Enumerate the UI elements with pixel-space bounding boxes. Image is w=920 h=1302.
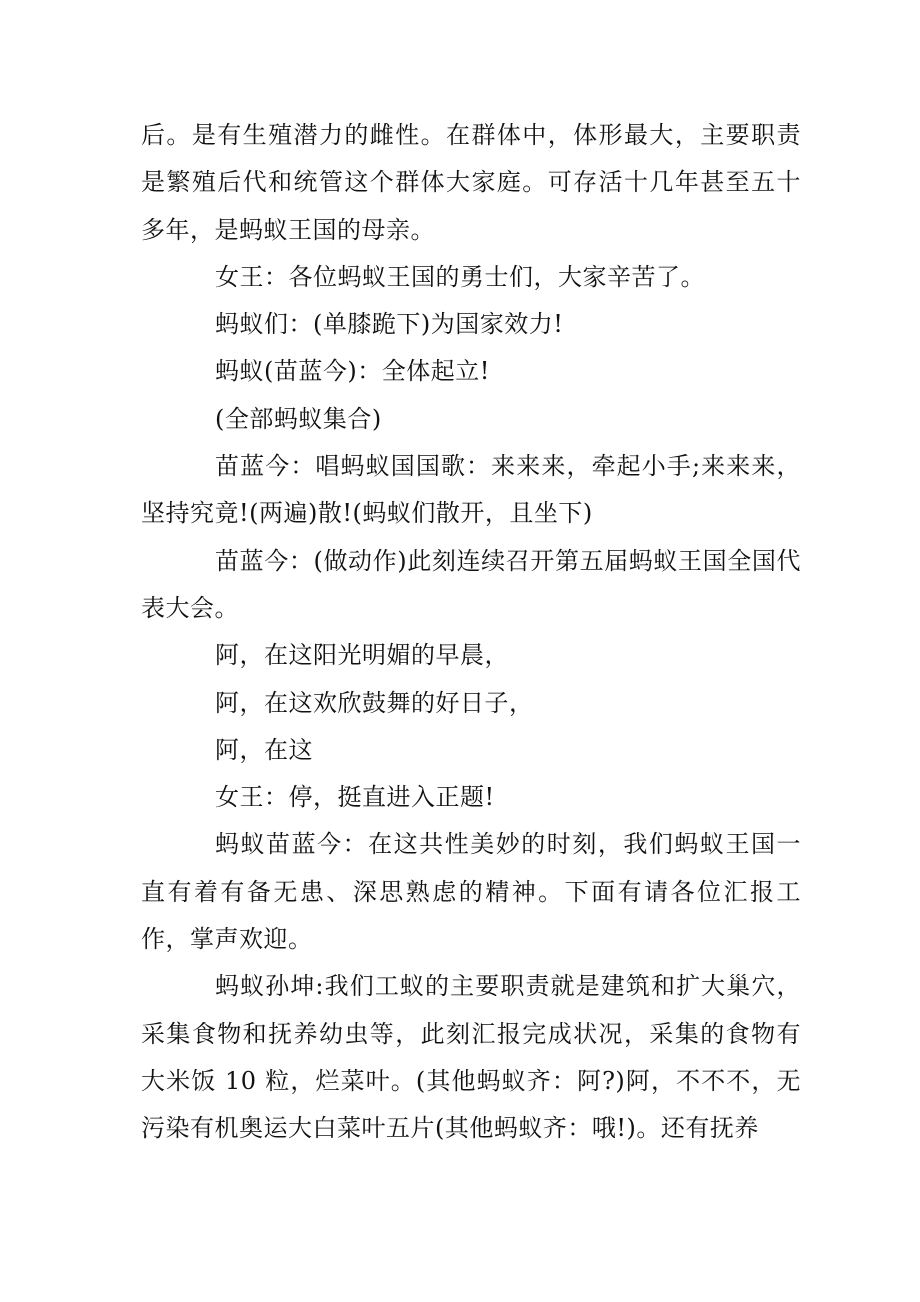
paragraph-anthem: 苗蓝今：唱蚂蚁国国歌：来来来，牵起小手;来来来，坚持究竟!(两遍)散!(蚂蚁们散开，且坐下) xyxy=(141,452,801,528)
paragraph-ants-kneel: 蚂蚁们：(单膝跪下)为国家效力! xyxy=(215,310,564,339)
document-body xyxy=(141,112,801,1153)
paragraph-queen-stop: 女王：停，挺直进入正题! xyxy=(215,783,495,812)
paragraph-congress: 苗蓝今：(做动作)此刻连续召开第五届蚂蚁王国全国代表大会。 xyxy=(141,546,801,622)
paragraph-interrupted: 阿，在这 xyxy=(215,735,313,764)
paragraph-worker-report: 蚂蚁孙坤:我们工蚁的主要职责就是建筑和扩大巢穴，采集食物和抚养幼虫等，此刻汇报完成状况，采集的食物有大米饭 10 粒，烂菜叶。(其他蚂蚁齐：阿?)阿，不不不，无污染有机奥运大白菜叶五片(其他蚂蚁齐：哦!)。还有抚养 xyxy=(141,972,801,1143)
paragraph-queen-description: 后。是有生殖潜力的雌性。在群体中，体形最大，主要职责是繁殖后代和统管这个群体大家庭。可存活十几年甚至五十多年，是蚂蚁王国的母亲。 xyxy=(141,121,801,244)
paragraph-queen-greeting: 女王：各位蚂蚁王国的勇士们，大家辛苦了。 xyxy=(215,262,705,291)
paragraph-good-day: 阿，在这欢欣鼓舞的好日子， xyxy=(215,688,534,717)
paragraph-report-intro: 蚂蚁苗蓝今：在这共性美妙的时刻，我们蚂蚁王国一直有着有备无患、深思熟虑的精神。下面有请各位汇报工作，掌声欢迎。 xyxy=(141,830,801,954)
paragraph-morning: 阿，在这阳光明媚的早晨， xyxy=(215,641,509,670)
paragraph-assemble: (全部蚂蚁集合) xyxy=(215,404,382,433)
paragraph-stand-up: 蚂蚁(苗蓝今)：全体起立! xyxy=(215,357,490,386)
